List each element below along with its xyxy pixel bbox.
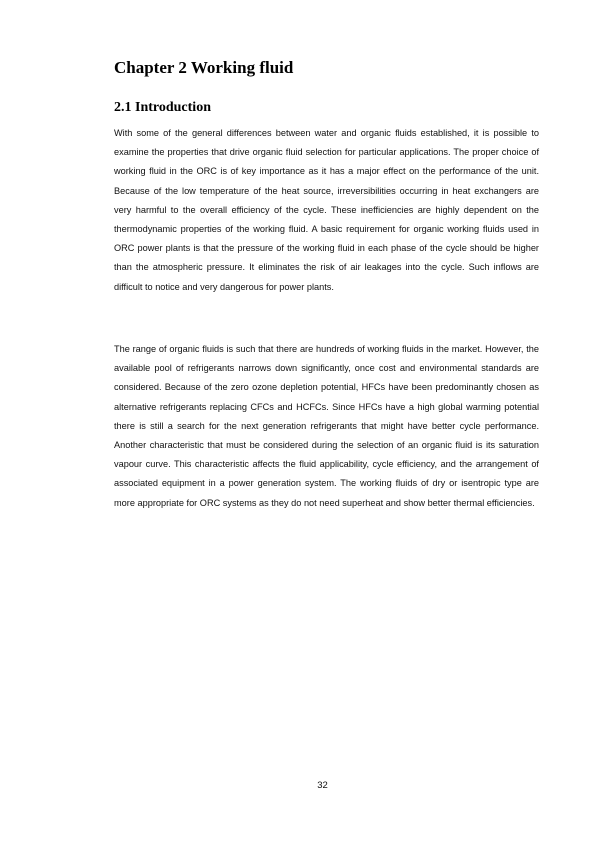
body-paragraph-2: The range of organic fluids is such that there are hundreds of working fluids in the market. However, the available pool of refrigerants narrows down significantly, once cost and environmental standards are considered. Because of the zero ozone depletion potential, HFCs have been predominantly chosen as alternative refrigerants replacing CFCs and HCFCs. Since HFCs have a high global warming potential there is still a search for the next generation refrigerants that might have better cycle performance. Another characteristic that must be considered during the selection of an organic fluid is its saturation vapour curve. This characteristic affects the fluid applicability, cycle efficiency, and the arrangement of associated equipment in a power generation system. The working fluids of dry or isentropic type are more appropriate for ORC systems as they do not need superheat and show better thermal efficiencies.	[114, 344, 539, 508]
chapter-title: Chapter 2 Working fluid	[114, 58, 294, 77]
page-number: 32	[317, 780, 328, 791]
section-title: 2.1 Introduction	[114, 100, 211, 115]
body-paragraph-1: With some of the general differences between water and organic fluids established, it is possible to examine the properties that drive organic fluid selection for particular applications. The proper choice of working fluid in the ORC is of key importance as it has a major effect on the performance of the unit. Because of the low temperature of the heat source, irreversibilities occurring in heat exchangers are very harmful to the overall efficiency of the cycle. These inefficiencies are highly dependent on the thermodynamic properties of the working fluid. A basic requirement for organic working fluids used in ORC power plants is that the pressure of the working fluid in each phase of the cycle should be higher than the atmospheric pressure. It eliminates the risk of air leakages into the cycle. Such inflows are difficult to notice and very dangerous for power plants.	[114, 128, 539, 292]
